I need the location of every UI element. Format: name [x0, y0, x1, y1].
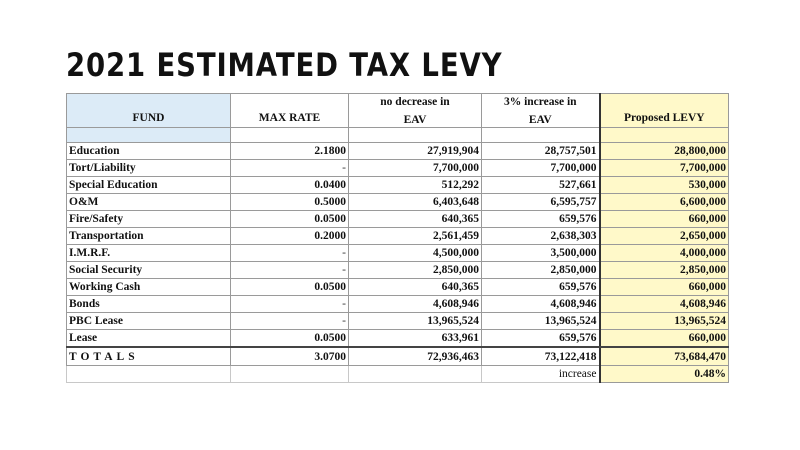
header-no-decrease [349, 94, 482, 128]
totals-no-decrease: 72,936,463 [349, 347, 482, 366]
table-row [67, 194, 729, 211]
header-increase [482, 94, 600, 128]
increase-cell: 2,850,000 [482, 262, 600, 279]
totals-proposed-levy: 73,684,470 [600, 347, 729, 366]
increase-cell: 13,965,524 [482, 313, 600, 330]
table-row [67, 245, 729, 262]
increase-cell: 659,576 [482, 279, 600, 296]
proposed-levy-cell: 2,850,000 [600, 262, 729, 279]
header-no-decrease-line2: EAV [403, 114, 427, 126]
fund-name: PBC Lease [67, 313, 231, 330]
no-decrease-cell: 640,365 [349, 279, 482, 296]
fund-name: Social Security [67, 262, 231, 279]
header-fund: FUND [67, 94, 231, 128]
table-row [67, 296, 729, 313]
max-rate-cell: 0.5000 [231, 194, 349, 211]
increase-cell: 28,757,501 [482, 143, 600, 160]
max-rate-cell: 0.0500 [231, 211, 349, 228]
max-rate-cell: 2.1800 [231, 143, 349, 160]
increase-cell: 527,661 [482, 177, 600, 194]
header-no-decrease-line1: no decrease in [380, 96, 450, 108]
table-row [67, 262, 729, 279]
no-decrease-cell: 4,500,000 [349, 245, 482, 262]
increase-cell: 4,608,946 [482, 296, 600, 313]
table-row [67, 313, 729, 330]
table-row [67, 330, 729, 348]
max-rate-cell: 0.0400 [231, 177, 349, 194]
header-increase-line1: 3% increase in [503, 96, 577, 108]
header-proposed-levy: Proposed LEVY [600, 94, 729, 128]
table-header-row [67, 94, 729, 128]
fund-name: I.M.R.F. [67, 245, 231, 262]
no-decrease-cell: 27,919,904 [349, 143, 482, 160]
increase-label: increase [482, 366, 600, 383]
no-decrease-cell: 6,403,648 [349, 194, 482, 211]
increase-cell: 2,638,303 [482, 228, 600, 245]
proposed-levy-cell: 530,000 [600, 177, 729, 194]
max-rate-cell: - [231, 313, 349, 330]
fund-name: O&M [67, 194, 231, 211]
totals-max-rate: 3.0700 [231, 347, 349, 366]
table-row [67, 160, 729, 177]
increase-cell: 3,500,000 [482, 245, 600, 262]
tax-levy-table [66, 93, 729, 383]
max-rate-cell: - [231, 262, 349, 279]
proposed-levy-cell: 2,650,000 [600, 228, 729, 245]
increase-cell: 6,595,757 [482, 194, 600, 211]
table-row [67, 177, 729, 194]
footer-row [67, 366, 729, 383]
increase-cell: 659,576 [482, 330, 600, 348]
totals-row [67, 347, 729, 366]
proposed-levy-cell: 4,608,946 [600, 296, 729, 313]
totals-label: TOTALS [67, 347, 231, 366]
fund-name: Bonds [67, 296, 231, 313]
page-title: 2021 ESTIMATED TAX LEVY [66, 46, 503, 84]
no-decrease-cell: 13,965,524 [349, 313, 482, 330]
proposed-levy-cell: 660,000 [600, 211, 729, 228]
increase-percent: 0.48% [600, 366, 729, 383]
table-row [67, 211, 729, 228]
proposed-levy-cell: 4,000,000 [600, 245, 729, 262]
max-rate-cell: 0.0500 [231, 330, 349, 348]
spacer-row [67, 128, 729, 143]
no-decrease-cell: 633,961 [349, 330, 482, 348]
proposed-levy-cell: 28,800,000 [600, 143, 729, 160]
fund-name: Transportation [67, 228, 231, 245]
no-decrease-cell: 2,850,000 [349, 262, 482, 279]
proposed-levy-cell: 6,600,000 [600, 194, 729, 211]
no-decrease-cell: 640,365 [349, 211, 482, 228]
no-decrease-cell: 2,561,459 [349, 228, 482, 245]
table-row [67, 279, 729, 296]
increase-cell: 7,700,000 [482, 160, 600, 177]
increase-cell: 659,576 [482, 211, 600, 228]
proposed-levy-cell: 660,000 [600, 279, 729, 296]
header-increase-line2: EAV [528, 114, 552, 126]
max-rate-cell: - [231, 160, 349, 177]
fund-name: Lease [67, 330, 231, 348]
table-row [67, 228, 729, 245]
max-rate-cell: 0.2000 [231, 228, 349, 245]
max-rate-cell: - [231, 296, 349, 313]
max-rate-cell: 0.0500 [231, 279, 349, 296]
totals-increase: 73,122,418 [482, 347, 600, 366]
fund-name: Special Education [67, 177, 231, 194]
proposed-levy-cell: 13,965,524 [600, 313, 729, 330]
fund-name: Fire/Safety [67, 211, 231, 228]
no-decrease-cell: 4,608,946 [349, 296, 482, 313]
table-row [67, 143, 729, 160]
header-max-rate: MAX RATE [231, 94, 349, 128]
proposed-levy-cell: 7,700,000 [600, 160, 729, 177]
fund-name: Working Cash [67, 279, 231, 296]
fund-name: Education [67, 143, 231, 160]
fund-name: Tort/Liability [67, 160, 231, 177]
proposed-levy-cell: 660,000 [600, 330, 729, 348]
no-decrease-cell: 512,292 [349, 177, 482, 194]
no-decrease-cell: 7,700,000 [349, 160, 482, 177]
max-rate-cell: - [231, 245, 349, 262]
